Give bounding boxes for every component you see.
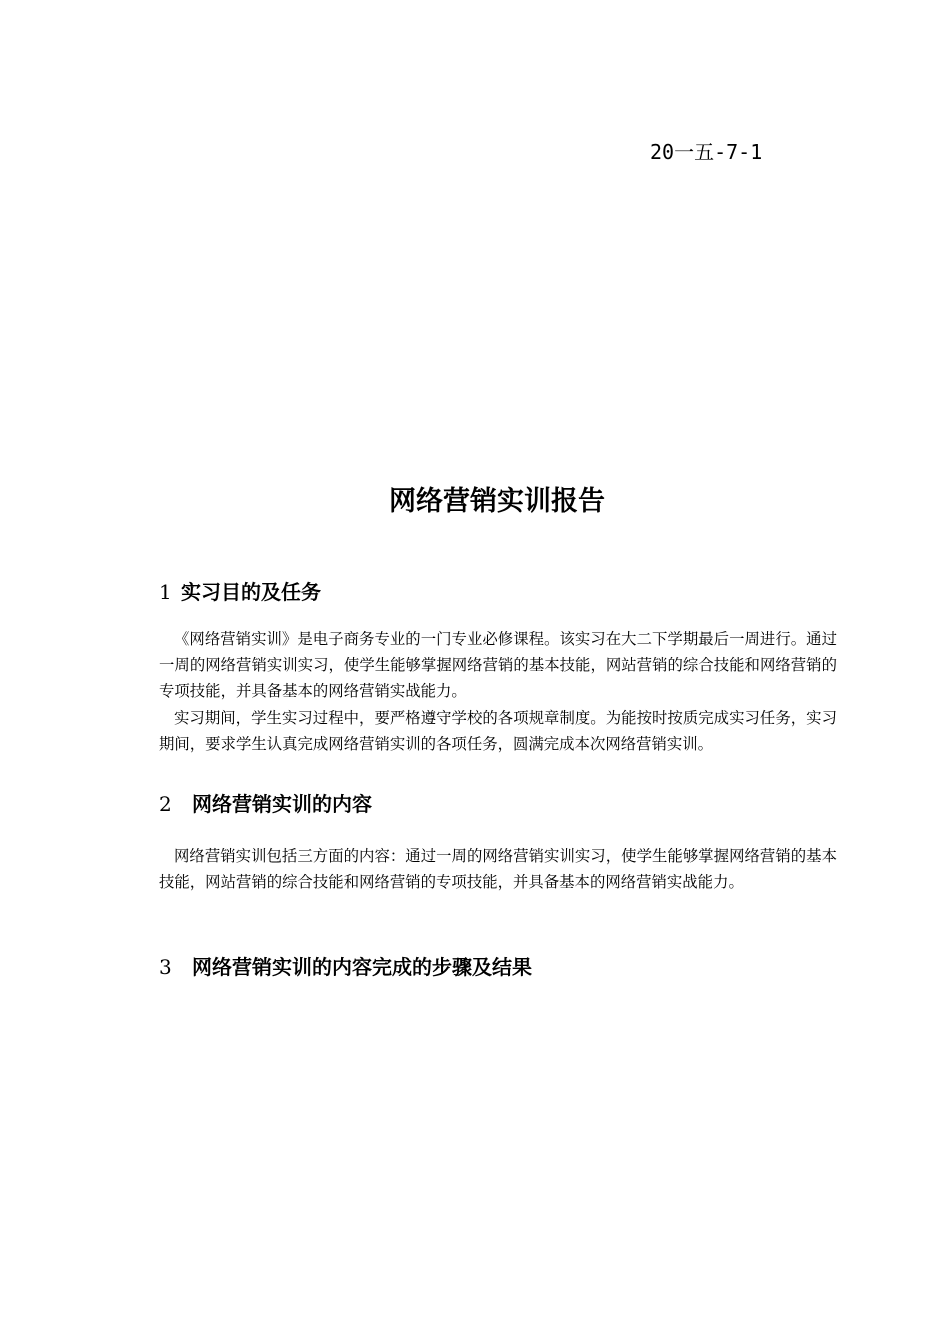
section-title: 网络营销实训的内容完成的步骤及结果 xyxy=(192,955,532,979)
section-1-paragraph-2: 实习期间，学生实习过程中，要严格遵守学校的各项规章制度。为能按时按质完成实习任务，实习期间，要求学生认真完成网络营销实训的各项任务，圆满完成本次网络营销实训。 xyxy=(159,709,837,753)
section-number: 2 xyxy=(159,792,172,816)
section-1-paragraph-1: 《网络营销实训》是电子商务专业的一门专业必修课程。该实习在大二下学期最后一周进行。通过一周的网络营销实训实习，使学生能够掌握网络营销的基本技能，网站营销的综合技能和网络营销的专项技能，并具备基本的网络营销实战能力。 xyxy=(159,630,837,700)
section-title: 网络营销实训的内容 xyxy=(192,792,372,816)
section-heading-1 xyxy=(159,578,321,606)
section-heading-2 xyxy=(159,790,372,818)
section-number: 3 xyxy=(159,955,172,979)
section-2-paragraph-1: 网络营销实训包括三方面的内容：通过一周的网络营销实训实习，使学生能够掌握网络营销的基本技能，网站营销的综合技能和网络营销的专项技能，并具备基本的网络营销实战能力。 xyxy=(159,847,837,891)
document-date: 20一五-7-1 xyxy=(650,140,763,164)
section-heading-3 xyxy=(159,953,532,981)
document-title: 网络营销实训报告 xyxy=(389,486,605,517)
section-number: 1 xyxy=(159,580,172,604)
section-title: 实习目的及任务 xyxy=(181,580,321,604)
